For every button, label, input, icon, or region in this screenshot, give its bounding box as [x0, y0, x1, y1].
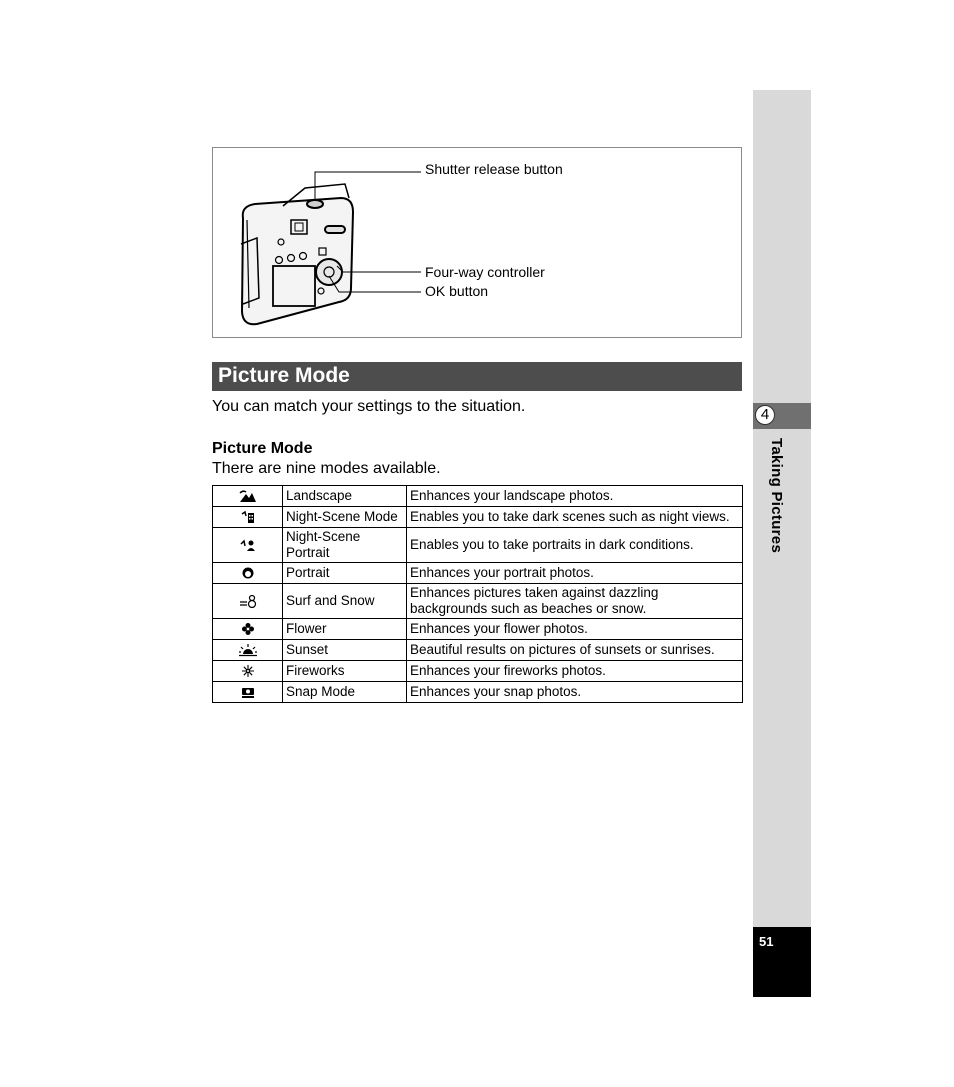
- icon-cell: [213, 661, 283, 682]
- flower-icon: [241, 622, 255, 636]
- table-row: [213, 563, 743, 584]
- table-row: [213, 682, 743, 703]
- snap-mode-icon: [241, 685, 255, 699]
- four-way-controller-callout: Four-way controller: [425, 264, 545, 280]
- mode-description: Enhances your flower photos.: [407, 619, 743, 640]
- mode-description: Enables you to take portraits in dark conditions.: [407, 528, 743, 563]
- ok-button-callout: OK button: [425, 283, 489, 299]
- sunset-icon: [238, 643, 258, 657]
- surf-snow-icon: [239, 594, 257, 608]
- icon-cell: [213, 563, 283, 584]
- intro-text: You can match your settings to the situation.: [212, 398, 526, 415]
- night-portrait-icon: [240, 538, 256, 552]
- mode-name: Snap Mode: [283, 682, 407, 703]
- table-row: [213, 661, 743, 682]
- chapter-number: 4: [755, 405, 775, 425]
- picture-mode-table: [212, 485, 743, 703]
- table-row: [213, 528, 743, 563]
- subheading: Picture Mode: [212, 440, 313, 457]
- mode-name: Landscape: [283, 486, 407, 507]
- mode-name: Sunset: [283, 640, 407, 661]
- page-number: 51: [759, 934, 774, 949]
- mode-description: Enhances your landscape photos.: [407, 486, 743, 507]
- subheading-text: There are nine modes available.: [212, 460, 441, 477]
- night-scene-icon: [240, 510, 256, 524]
- mode-name: Fireworks: [283, 661, 407, 682]
- icon-cell: [213, 682, 283, 703]
- camera-figure: [212, 147, 742, 338]
- table-row: [213, 486, 743, 507]
- mode-name: Portrait: [283, 563, 407, 584]
- mode-name: Night-Scene Mode: [283, 507, 407, 528]
- table-row: [213, 584, 743, 619]
- chapter-title: Taking Pictures: [768, 438, 785, 554]
- icon-cell: [213, 507, 283, 528]
- mode-name: Flower: [283, 619, 407, 640]
- mode-description: Enables you to take dark scenes such as night views.: [407, 507, 743, 528]
- mode-name: Night-Scene Portrait: [283, 528, 407, 563]
- mode-description: Enhances your fireworks photos.: [407, 661, 743, 682]
- table-row: [213, 619, 743, 640]
- icon-cell: [213, 486, 283, 507]
- table-row: [213, 507, 743, 528]
- section-title: Picture Mode: [218, 364, 350, 387]
- icon-cell: [213, 528, 283, 563]
- table-row: [213, 640, 743, 661]
- shutter-release-callout: Shutter release button: [425, 161, 563, 177]
- mode-name: Surf and Snow: [283, 584, 407, 619]
- icon-cell: [213, 640, 283, 661]
- mode-description: Beautiful results on pictures of sunsets or sunrises.: [407, 640, 743, 661]
- landscape-icon: [239, 489, 257, 503]
- portrait-icon: [241, 566, 255, 580]
- mode-description: Enhances your portrait photos.: [407, 563, 743, 584]
- mode-description: Enhances pictures taken against dazzling backgrounds such as beaches or snow.: [407, 584, 743, 619]
- icon-cell: [213, 584, 283, 619]
- icon-cell: [213, 619, 283, 640]
- mode-description: Enhances your snap photos.: [407, 682, 743, 703]
- fireworks-icon: [241, 664, 255, 678]
